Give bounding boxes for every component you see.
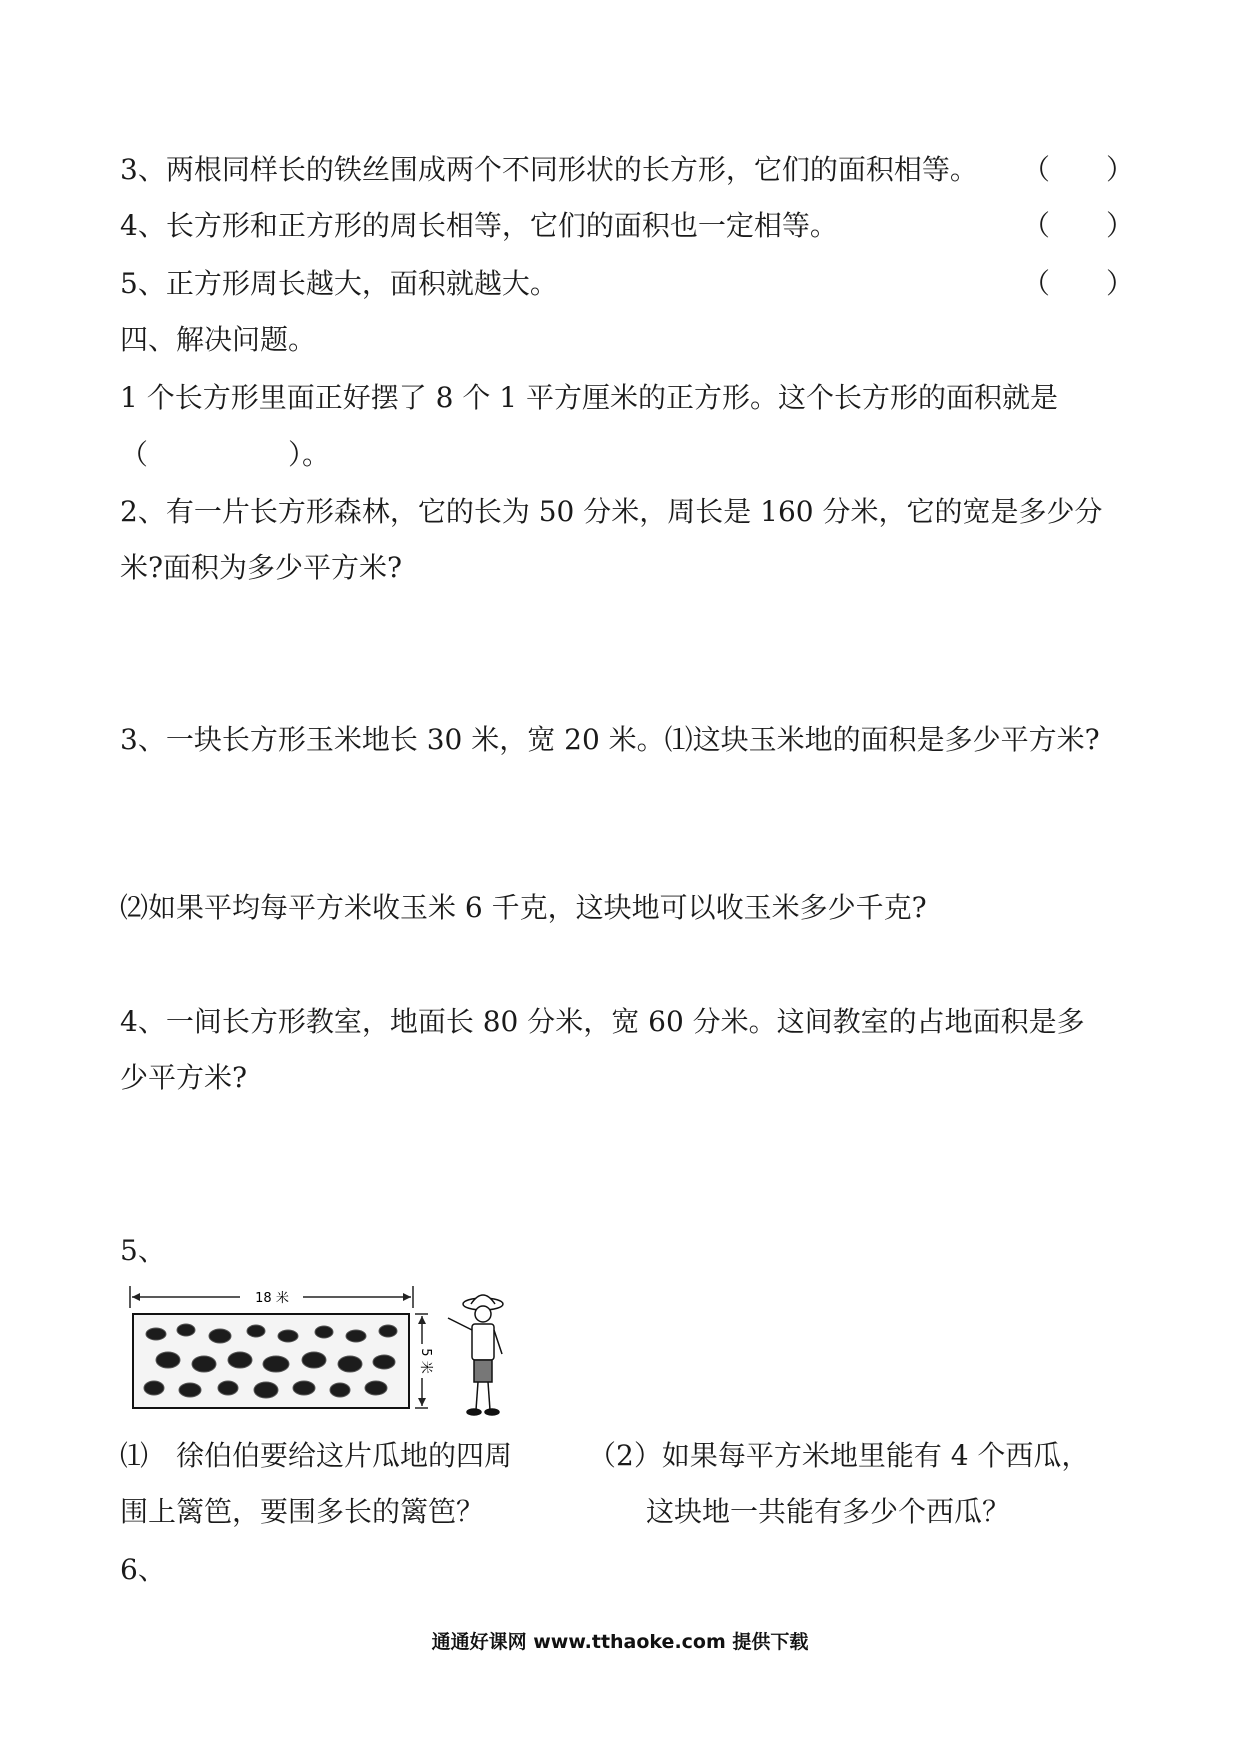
problem-2-line-1: 2、有一片长方形森林，它的长为 50 分米，周长是 160 分米，它的宽是多少分 xyxy=(120,495,1103,528)
farmer-drawing xyxy=(448,1295,503,1415)
melon-field-figure xyxy=(128,1284,528,1419)
section-title: 四、解决问题。 xyxy=(120,323,317,356)
problem-4-line-1: 4、一间长方形教室，地面长 80 分米，宽 60 分米。这间教室的占地面积是多 xyxy=(120,1005,1085,1038)
judgement-q5: 5、正方形周长越大，面积就越大。 xyxy=(120,267,558,300)
problem-3-line-2: ⑵如果平均每平方米收玉米 6 千克，这块地可以收玉米多少千克? xyxy=(120,891,927,924)
judgement-q4: 4、长方形和正方形的周长相等，它们的面积也一定相等。 xyxy=(120,209,838,242)
melon-field xyxy=(133,1314,409,1408)
answer-paren-q5: （ ） xyxy=(1022,267,1135,300)
problem-5-sub1-line-2: 围上篱笆，要围多长的篱笆？ xyxy=(120,1495,485,1528)
problem-4-line-2: 少平方米? xyxy=(120,1061,248,1094)
problem-5-number: 5、 xyxy=(120,1234,166,1267)
problem-5-sub1-line-1: ⑴ 徐伯伯要给这片瓜地的四周 xyxy=(120,1439,513,1472)
problem-3-line-1: 3、一块长方形玉米地长 30 米，宽 20 米。⑴这块玉米地的面积是多少平方米? xyxy=(120,723,1100,756)
width-label: 5 米 xyxy=(418,1348,433,1374)
answer-paren-q3: （ ） xyxy=(1022,153,1135,186)
page-footer: 通通好课网 www.tthaoke.com 提供下载 xyxy=(431,1631,809,1653)
length-label: 18 米 xyxy=(255,1291,289,1306)
width-dimension xyxy=(415,1314,434,1408)
problem-5-sub2-line-1: （2）如果每平方米地里能有 4 个西瓜， xyxy=(588,1439,1090,1472)
answer-paren-q4: （ ） xyxy=(1022,209,1135,242)
problem-1-line-2: （ ）。 xyxy=(120,438,331,471)
problem-1-line-1: 1 个长方形里面正好摆了 8 个 1 平方厘米的正方形。这个长方形的面积就是 xyxy=(120,381,1058,414)
judgement-q3: 3、两根同样长的铁丝围成两个不同形状的长方形，它们的面积相等。 xyxy=(120,153,978,186)
problem-6-number: 6、 xyxy=(120,1553,166,1586)
length-dimension xyxy=(130,1286,413,1308)
problem-2-line-2: 米?面积为多少平方米? xyxy=(120,551,403,584)
problem-5-sub2-line-2: 这块地一共能有多少个西瓜？ xyxy=(646,1495,1011,1528)
